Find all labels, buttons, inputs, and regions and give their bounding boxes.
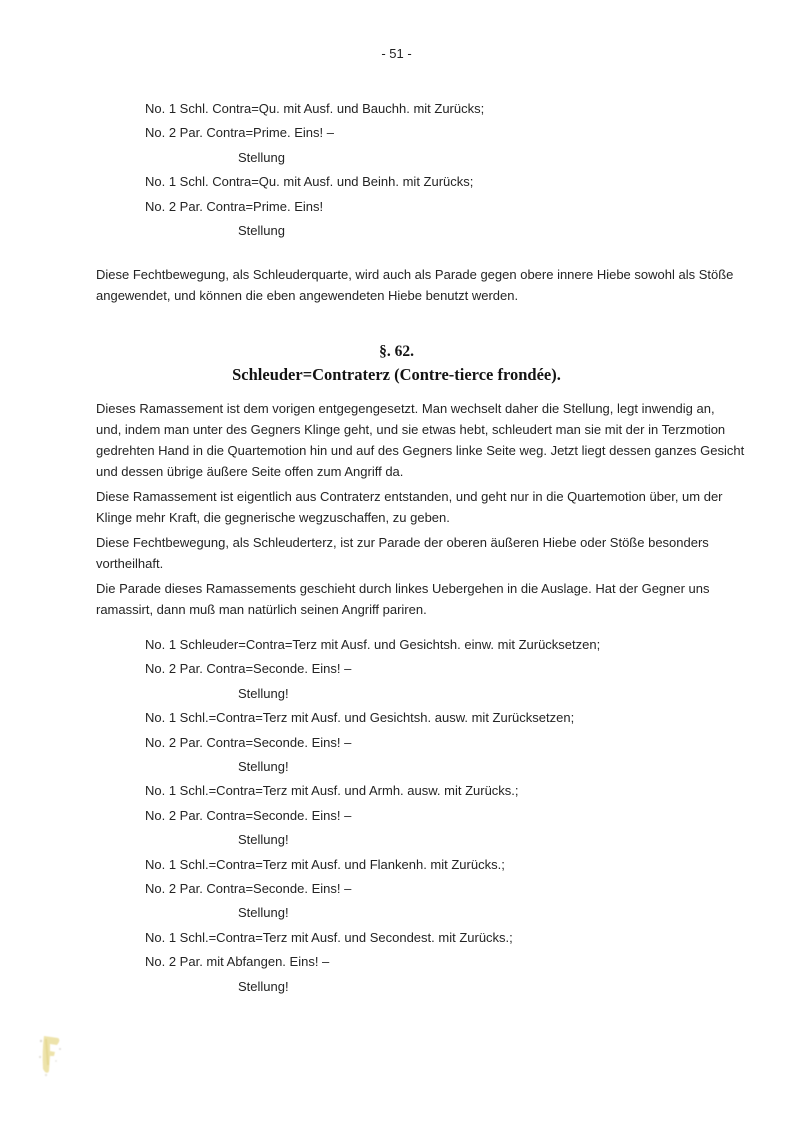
drill-line: No. 1 Schl.=Contra=Terz mit Ausf. und Secondest. mit Zurücks.; [145,929,513,945]
paragraph-line: ramassirt, dann muß man natürlich seinen Angriff pariren. [96,602,427,617]
drill-line: No. 2 Par. Contra=Seconde. Eins! – [145,807,352,823]
stellung-line: Stellung! [238,978,289,994]
drill-line: No. 2 Par. mit Abfangen. Eins! – [145,954,330,970]
paragraph [96,398,745,482]
paragraph-line: Diese Fechtbewegung, als Schleuderterz, ist zur Parade der oberen äußeren Hiebe oder Stöße besonders [96,535,709,550]
paragraph-line: Diese Fechtbewegung, als Schleuderquarte, wird auch als Parade gegen obere innere Hiebe sowohl als Stöße [96,267,734,282]
paragraph [96,578,736,620]
page-number: - 51 - [381,46,412,61]
section-number: §. 62. [379,343,414,360]
paragraph-line: vortheilhaft. [96,556,164,571]
ink-stamp-watermark [34,1031,68,1079]
drill-line: No. 1 Schleuder=Contra=Terz mit Ausf. und Gesichtsh. einw. mit Zurücksetzen; [145,637,601,652]
paragraph-line: angewendet, und können die eben angewendeten Hiebe benutzt werden. [96,288,519,303]
stellung-line: Stellung! [238,905,289,921]
stellung-line: Stellung! [238,759,289,775]
paragraph-line: Dieses Ramassement ist dem vorigen entgegengesetzt. Man wechselt daher die Stellung, legt inwendig an, [96,401,715,416]
paragraph-line: Klinge mehr Kraft, die gegnerische wegzuschaffen, zu geben. [96,510,450,525]
drill-line: No. 1 Schl.=Contra=Terz mit Ausf. und Flankenh. mit Zurücks.; [145,856,505,872]
drill-line: No. 1 Schl.=Contra=Terz mit Ausf. und Armh. ausw. mit Zurücks.; [145,783,519,799]
paragraph-line: und, indem man unter des Gegners Klinge geht, und sie etwas hebt, schleudert man sie mit der in Terzmotion [96,422,726,437]
drill-line: No. 1 Schl. Contra=Qu. mit Ausf. und Bauchh. mit Zurücks; [145,101,485,116]
drill-line: No. 2 Par. Contra=Seconde. Eins! – [145,734,352,750]
section-title: Schleuder=Contraterz (Contre-tierce frondée). [232,365,561,384]
stellung-line: Stellung! [238,685,289,701]
intro-paragraph [96,264,736,306]
paragraph [96,532,736,574]
paragraph [96,486,736,528]
drill-line: No. 2 Par. Contra=Seconde. Eins! – [145,661,352,677]
paragraph-line: Diese Ramassement ist eigentlich aus Contraterz entstanden, und geht nur in die Quartemotion über, um der [96,489,723,504]
paragraph-line: und dessen übrige äußere Seite offen zum Angriff da. [96,464,404,479]
drill-line: No. 1 Schl.=Contra=Terz mit Ausf. und Gesichtsh. ausw. mit Zurücksetzen; [145,710,575,726]
drill-list-top [96,97,736,243]
drill-line: No. 2 Par. Contra=Prime. Eins! – [145,125,334,141]
stellung-line: Stellung [238,223,285,239]
drill-line: No. 2 Par. Contra=Prime. Eins! [145,198,324,214]
paragraph-line: gedrehten Hand in die Quartemotion hin und auf des Gegners linke Seite weg. Jetzt liegt dessen ganzes Gesicht [96,443,745,458]
body-paragraphs [96,398,745,624]
stellung-line: Stellung [238,149,285,165]
paragraph-line: Die Parade dieses Ramassements geschieht durch linkes Uebergehen in die Auslage. Hat der Gegner uns [96,581,710,596]
stellung-line: Stellung! [238,832,289,848]
drill-line: No. 2 Par. Contra=Seconde. Eins! – [145,881,352,897]
drill-list-bottom [96,633,736,999]
stain-icon [34,1031,68,1079]
drill-line: No. 1 Schl. Contra=Qu. mit Ausf. und Beinh. mit Zurücks; [145,174,474,190]
section-heading [0,341,793,387]
